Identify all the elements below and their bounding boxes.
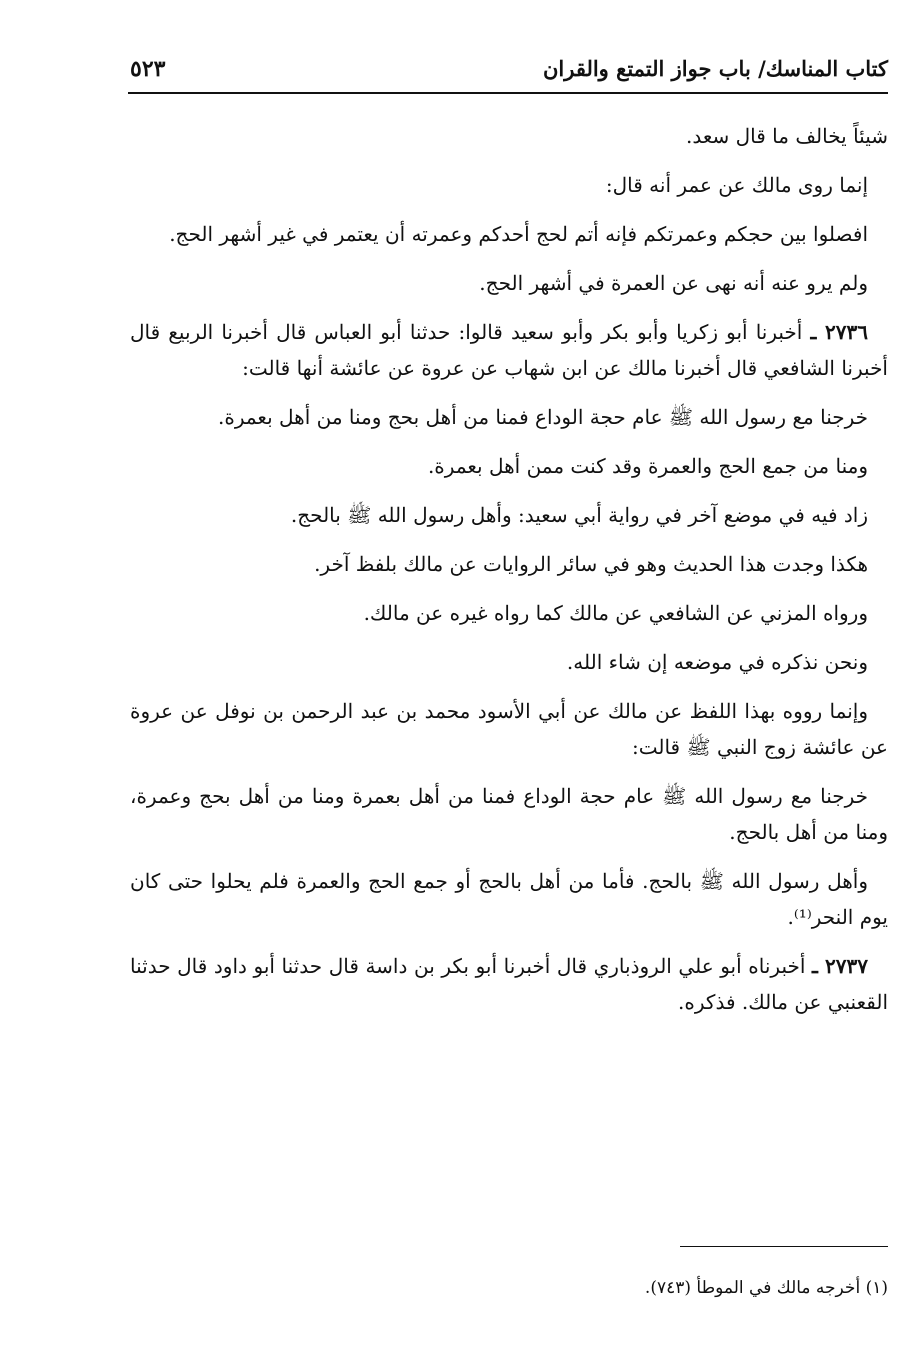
paragraph: خرجنا مع رسول الله ﷺ عام حجة الوداع فمنا من أهل بعمرة ومنا من أهل بحج وعمرة، ومنا من أهل بالحج.	[130, 784, 888, 844]
paragraph: شيئاً يخالف ما قال سعد.	[686, 124, 888, 148]
footnote	[130, 1274, 888, 1302]
paragraph: افصلوا بين حجكم وعمرتكم فإنه أتم لحج أحدكم وعمرته أن يعتمر في غير أشهر الحج.	[169, 222, 868, 246]
paragraph: إنما روى مالك عن عمر أنه قال:	[605, 173, 868, 197]
page-number: ٥٢٣	[130, 56, 166, 82]
paragraph: وأهل رسول الله ﷺ بالحج. فأما من أهل بالحج أو جمع الحج والعمرة فلم يحلوا حتى كان يوم النحر⁽¹⁾.	[130, 869, 888, 929]
paragraph: ونحن نذكره في موضعه إن شاء الله.	[566, 650, 868, 674]
main-text	[130, 118, 888, 1033]
hadith-number: ٢٧٣٦ ـ	[810, 320, 869, 344]
paragraph: وإنما رووه بهذا اللفظ عن مالك عن أبي الأسود محمد بن عبد الرحمن بن نوفل عن عروة عن عائشة زوج النبي ﷺ قالت:	[130, 699, 888, 759]
paragraph: ومنا من جمع الحج والعمرة وقد كنت ممن أهل بعمرة.	[427, 454, 868, 478]
paragraph: زاد فيه في موضع آخر في رواية أبي سعيد: وأهل رسول الله ﷺ بالحج.	[290, 503, 868, 527]
paragraph: ولم يرو عنه أنه نهى عن العمرة في أشهر الحج.	[479, 271, 868, 295]
paragraph: هكذا وجدت هذا الحديث وهو في سائر الروايات عن مالك بلفظ آخر.	[314, 552, 868, 576]
footnote-separator	[680, 1246, 888, 1247]
running-head	[128, 52, 888, 94]
paragraph: ورواه المزني عن الشافعي عن مالك كما رواه غيره عن مالك.	[363, 601, 868, 625]
footnote-text: (١) أخرجه مالك في الموطأ (٧٤٣).	[644, 1278, 888, 1298]
hadith-paragraph: ٢٧٣٦ ـ أخبرنا أبو زكريا وأبو بكر وأبو سعيد قالوا: حدثنا أبو العباس قال أخبرنا الربيع قال أخبرنا الشافعي قال أخبرنا مالك عن ابن شهاب عن عروة عن عائشة أنها قالت:	[130, 320, 888, 380]
hadith-number: ٢٧٣٧ ـ	[812, 954, 869, 978]
hadith-paragraph: ٢٧٣٧ ـ أخبرناه أبو علي الروذباري قال أخبرنا أبو بكر بن داسة قال حدثنا أبو داود قال حدثنا القعنبي عن مالك. فذكره.	[130, 954, 888, 1014]
chapter-title: كتاب المناسك/ باب جواز التمتع والقران	[542, 56, 888, 81]
paragraph: خرجنا مع رسول الله ﷺ عام حجة الوداع فمنا من أهل بحج ومنا من أهل بعمرة.	[218, 405, 868, 429]
